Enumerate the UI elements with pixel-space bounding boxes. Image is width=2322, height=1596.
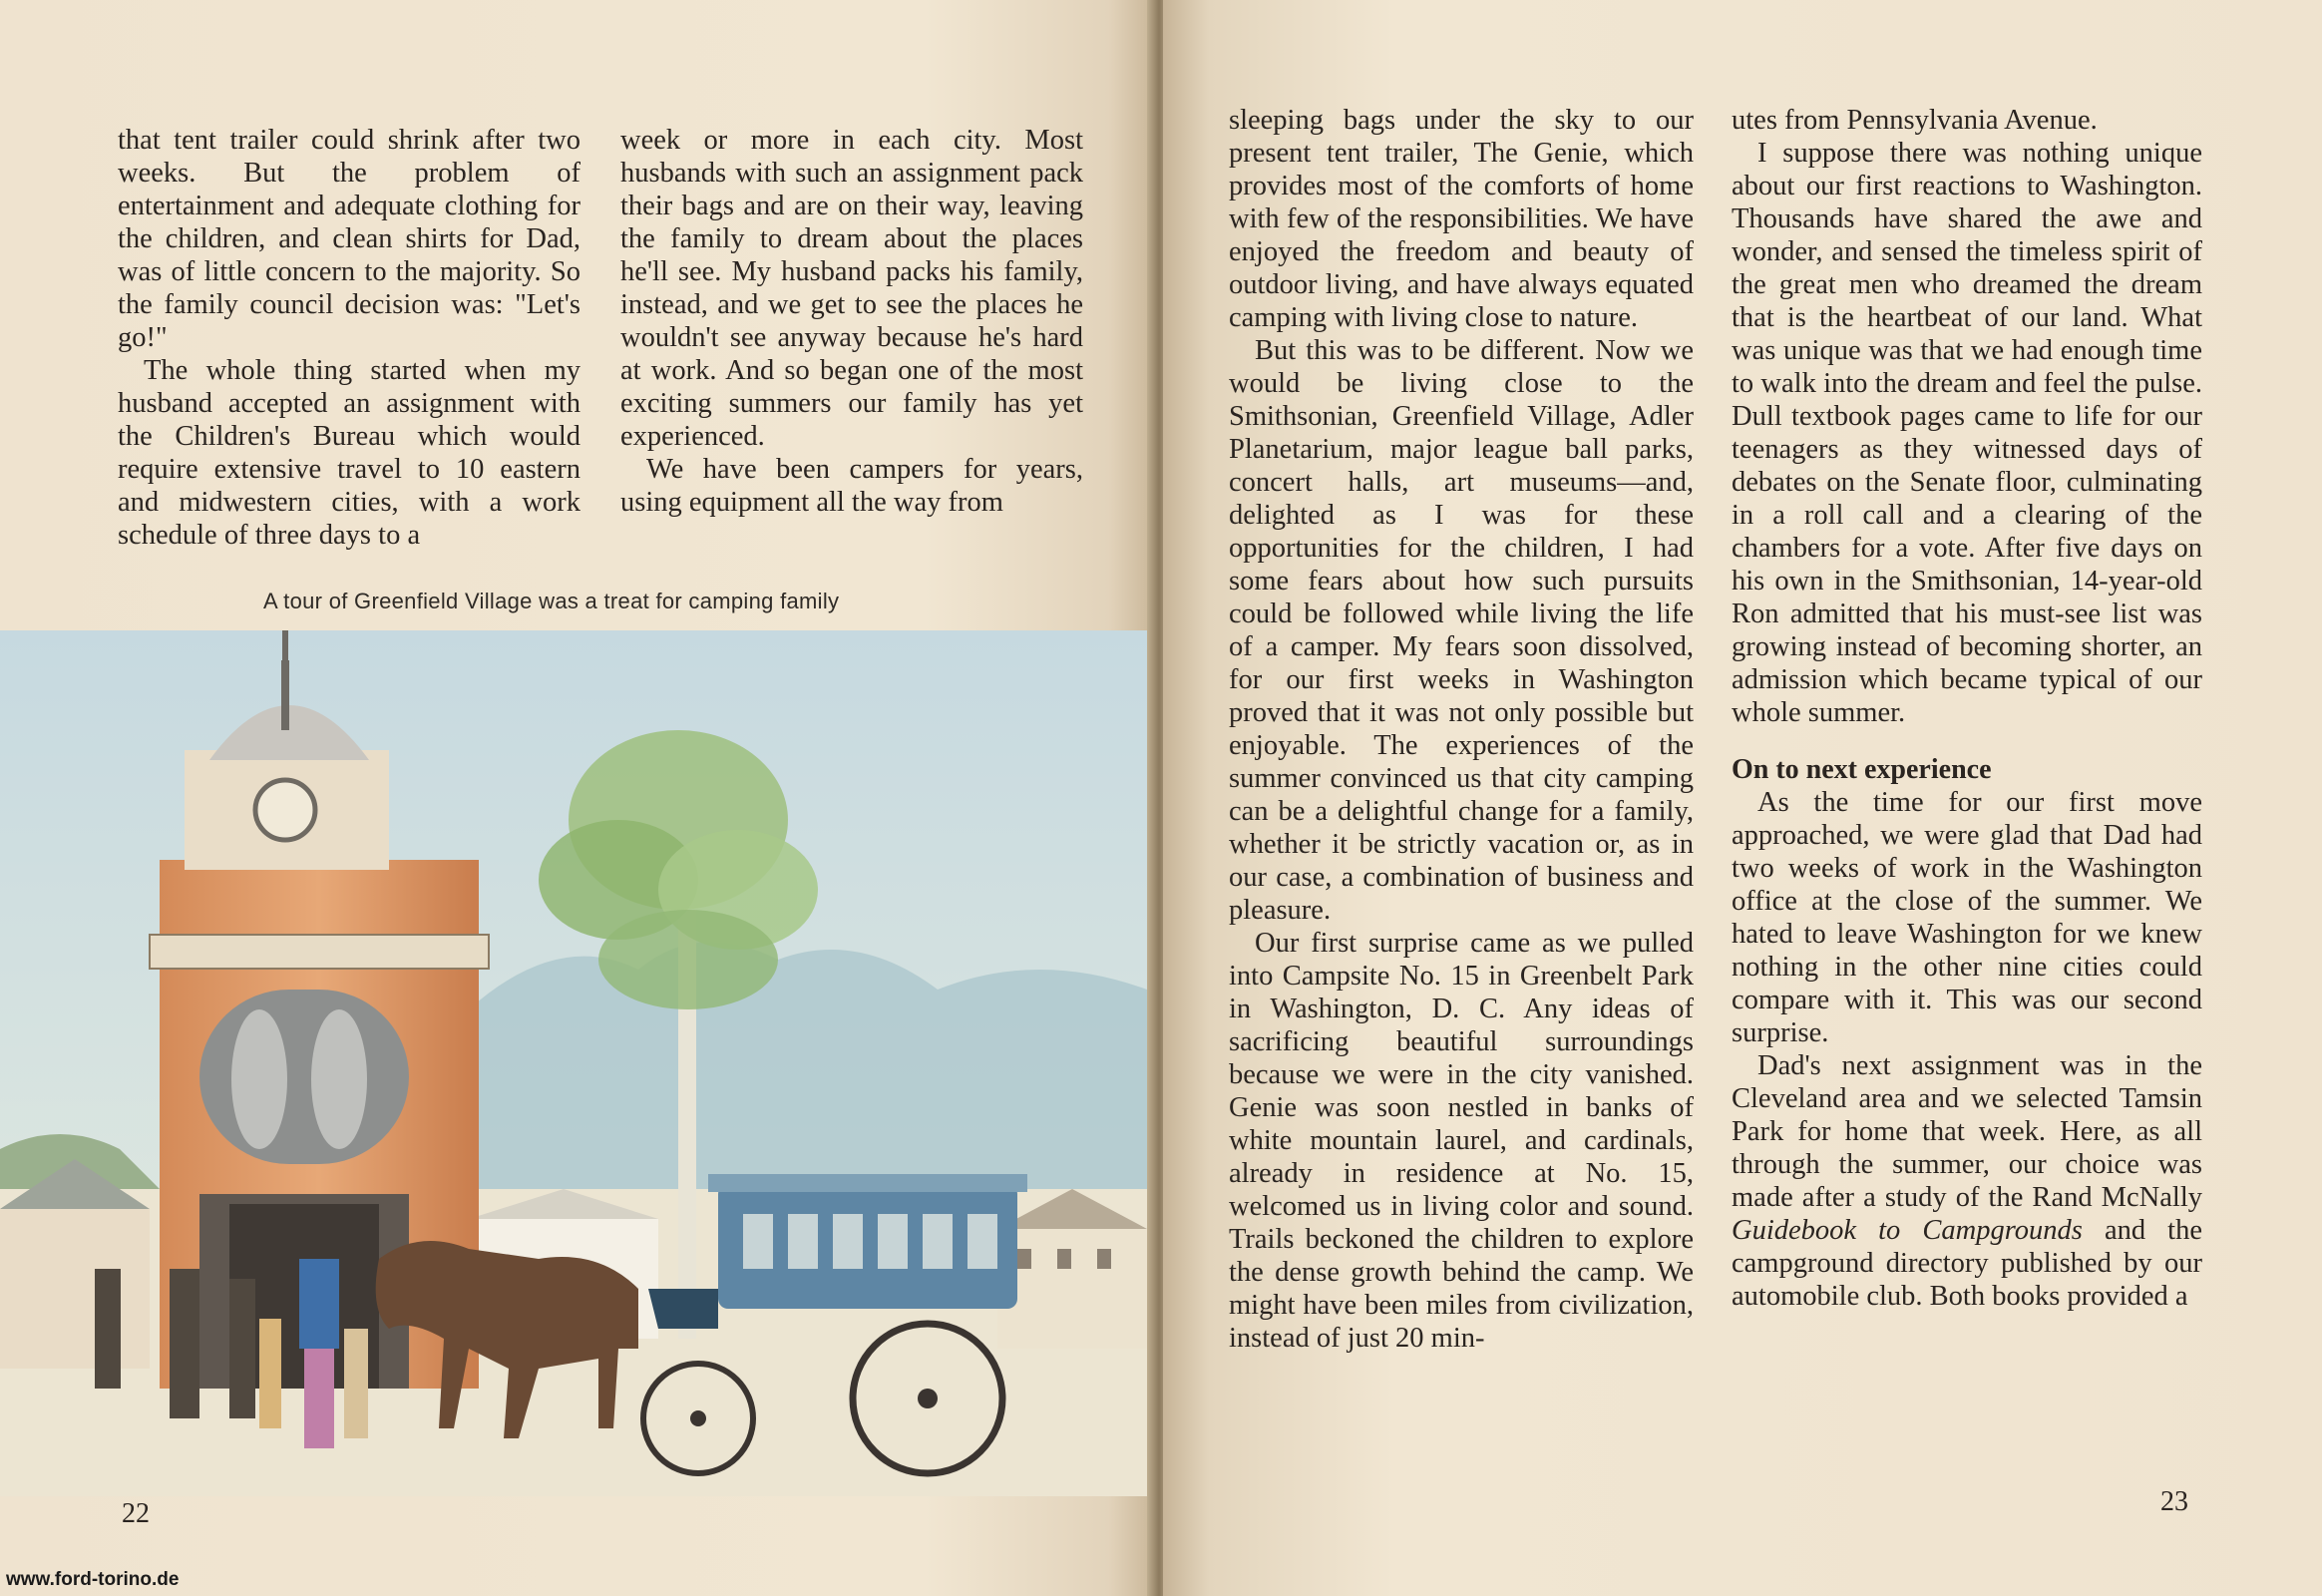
paragraph: The whole thing started when my husband accepted an assignment with the Children's Bureau which would require extensive travel to 10 eastern and midwestern cities, with a work schedule of three days to a [118,355,580,551]
watermark: www.ford-torino.de [6,1569,180,1590]
right-column-2 [1732,104,2202,1313]
left-column-1 [118,124,580,552]
paragraph: week or more in each city. Most husbands with such an assignment pack their bags and are on their way, leaving the family to dream about the places he'll see. My husband packs his family, instead, and we get to see the places he wouldn't see anyway because he's hard at work. And so began one of the most exciting summers our family has yet experienced. [620,125,1083,452]
right-column-1 [1229,104,1694,1355]
text-run: and the campground directory published by our automobile club. Both books provided a [1732,1215,2202,1312]
left-column-2 [620,124,1083,519]
paragraph: that tent trailer could shrink after two weeks. But the problem of entertainment and adequate clothing for the children, and clean shirts for Dad, was of little concern to the majority. So the family council decision was: "Let's go!" [118,125,580,353]
paragraph: We have been campers for years, using equipment all the way from [620,454,1083,518]
section-heading: On to next experience [1732,754,1992,785]
paragraph: Our first surprise came as we pulled into Campsite No. 15 in Greenbelt Park in Washington, D. C. Any ideas of sacrificing beautiful surroundings because we were in the city vanished. Genie was soon nestled in banks of white mountain laurel, and cardinals, already in residence at No. 15, welcomed us in living color and sound. Trails beckoned the children to explore the dense growth behind the camp. We might have been miles from civilization, instead of just 20 min- [1229,928,1694,1354]
right-page [1163,0,2322,1596]
page-number: 22 [122,1498,150,1529]
paragraph: sleeping bags under the sky to our present tent trailer, The Genie, which provides most of the comforts of home with few of the responsibilities. We have enjoyed the freedom and beauty of outdoor living, and have always equated camping with living close to nature. [1229,105,1694,333]
greenfield-village-illustration [0,630,1147,1496]
paragraph: utes from Pennsylvania Avenue. [1732,105,2098,136]
text-run: Dad's next assignment was in the Cleveland area and we selected Tamsin Park for home that week. Here, as all through the summer, our choice was made after a study of the Rand McNally [1732,1050,2202,1213]
guidebook-title: Guidebook to Campgrounds [1732,1215,2083,1246]
page-number: 23 [2160,1486,2188,1517]
left-page [0,0,1155,1596]
paragraph: But this was to be different. Now we would be living close to the Smithsonian, Greenfield Village, Adler Planetarium, major league ball parks, concert halls, art museums—and, delighted as I was for these opportunities for the children, I had some fears about how such pursuits could be followed while living the life of a camper. My fears soon dissolved, for our first weeks in Washington proved that it was not only possible but enjoyable. The experiences of the summer convinced us that city camping can be a delightful change for a family, whether it be strictly vacation or, as in our case, a combination of business and pleasure. [1229,335,1694,926]
paragraph: I suppose there was nothing unique about our first reactions to Washington. Thousands have shared the awe and wonder, and sensed the timeless spirit of the great men who dreamed the dream that is the heartbeat of our land. What was unique was that we had enough time to walk into the dream and feel the pulse. Dull textbook pages came to life for our teenagers as they witnessed days of debates on the Senate floor, culminating in a roll call and a clearing of the chambers for a vote. After five days on his own in the Smithsonian, 14-year-old Ron admitted that his must-see list was growing instead of becoming shorter, an admission which became typical of our whole summer. [1732,138,2202,728]
paragraph [1732,1049,2202,1313]
paragraph: As the time for our first move approached, we were glad that Dad had two weeks of work in the Washington office at the close of the summer. We hated to leave Washington for we knew nothing in the other nine cities could compare with it. This was our second surprise. [1732,787,2202,1048]
illustration-caption: A tour of Greenfield Village was a treat for camping family [263,589,840,613]
